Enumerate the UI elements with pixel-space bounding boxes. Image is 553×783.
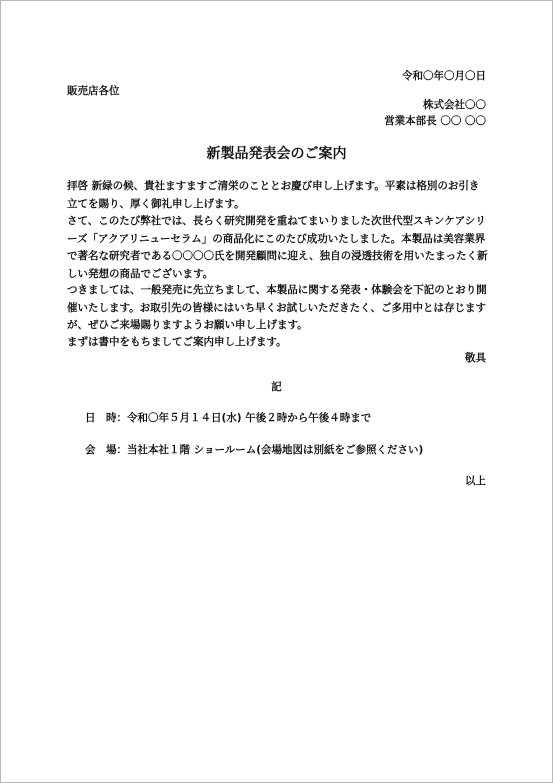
recipient: 販売店各位 [67,85,120,97]
detail-venue [85,442,423,457]
paragraph-announcement: さて、このたび弊社では、長らく研究開発を重ねてまいりました次世代型スキンケアシリーズ「アクアリニューセラム」の商品化にこのたび成功いたしました。本製品は美容業界で著名な研究者である〇〇〇〇氏を開発顧問に迎え、独自の浸透技術を用いたまったく新しい発想の商品でございます。 [67,215,488,280]
detail-datetime [85,410,371,425]
paragraph-greeting: 拝啓 新緑の候、貴社ますますご清栄のこととお慶び申し上げます。平素は格別のお引き立てを賜り、厚く御礼申し上げます。 [67,180,480,210]
datetime-value: 令和〇年５月１４日(水) 午後２時から午後４時まで [127,412,372,424]
document-title: 新製品発表会のご案内 [206,146,347,162]
complimentary-close: 敬具 [465,352,486,364]
paragraph-invitation: つきましては、一般発売に先立ちまして、本製品に関する発表・体験会を下記のとおり開催いたします。お取引先の皆様にはいち早くお試しいただきたく、ご多用中とは存じますが、ぜひご来場賜りますようお願い申し上げます。 [67,284,487,331]
venue-label: 会 場： [85,444,127,456]
notice-end: 以上 [465,475,486,487]
notice-heading: 記 [271,381,282,393]
datetime-label: 日 時： [85,412,127,424]
sender-company: 株式会社〇〇 [423,99,486,111]
venue-value: 当社本社１階 ショールーム(会場地図は別紙をご参照ください) [127,444,424,456]
closing-line: まずは書中をもちましてご案内申し上げます。 [67,336,287,348]
sender-name: 営業本部長 〇〇 〇〇 [384,115,486,127]
document-date: 令和〇年〇月〇日 [402,70,486,82]
